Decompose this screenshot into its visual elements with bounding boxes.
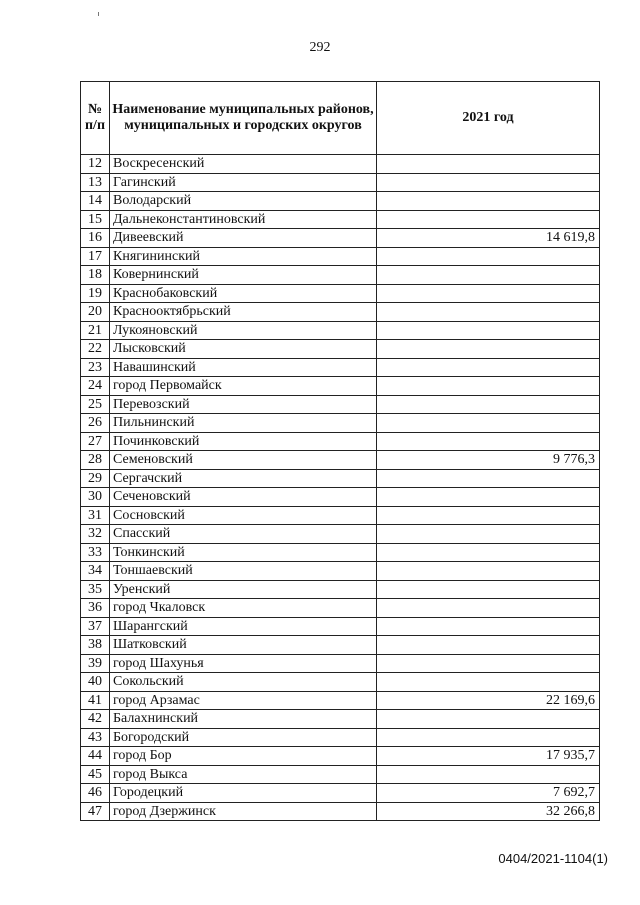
table-row [81, 432, 600, 451]
row-value-cell [377, 395, 600, 414]
row-value-cell [377, 654, 600, 673]
page-number: 292 [309, 40, 331, 55]
row-name-cell: город Шахунья [110, 654, 377, 673]
row-name-cell: город Бор [110, 747, 377, 766]
row-name-cell: Володарский [110, 192, 377, 211]
table-body [81, 155, 600, 821]
row-name-cell: Дивеевский [110, 229, 377, 248]
row-number-cell: 44 [81, 747, 110, 766]
table-row [81, 506, 600, 525]
row-name-cell: Спасский [110, 525, 377, 544]
table-row [81, 155, 600, 174]
table-row [81, 710, 600, 729]
row-name-cell: Перевозский [110, 395, 377, 414]
row-value-cell [377, 340, 600, 359]
table-row [81, 488, 600, 507]
row-value-cell [377, 192, 600, 211]
table-row [81, 562, 600, 581]
row-value-cell [377, 765, 600, 784]
table-row [81, 654, 600, 673]
scan-mark [98, 12, 99, 16]
row-name-cell: Тонкинский [110, 543, 377, 562]
row-number-cell: 31 [81, 506, 110, 525]
table-row [81, 229, 600, 248]
row-value-cell [377, 303, 600, 322]
row-number-cell: 42 [81, 710, 110, 729]
row-number-cell: 43 [81, 728, 110, 747]
table-row [81, 192, 600, 211]
row-number-cell: 24 [81, 377, 110, 396]
row-value-cell: 22 169,6 [377, 691, 600, 710]
table-row [81, 747, 600, 766]
row-number-cell: 39 [81, 654, 110, 673]
row-number-cell: 22 [81, 340, 110, 359]
table-row [81, 266, 600, 285]
row-name-cell: Лукояновский [110, 321, 377, 340]
table-row [81, 451, 600, 470]
row-number-cell: 28 [81, 451, 110, 470]
row-number-cell: 23 [81, 358, 110, 377]
row-value-cell: 9 776,3 [377, 451, 600, 470]
header-year: 2021 год [377, 82, 600, 155]
row-number-cell: 45 [81, 765, 110, 784]
row-number-cell: 17 [81, 247, 110, 266]
row-name-cell: город Выкса [110, 765, 377, 784]
row-value-cell [377, 562, 600, 581]
row-value-cell [377, 210, 600, 229]
row-value-cell [377, 580, 600, 599]
table-row [81, 617, 600, 636]
row-number-cell: 41 [81, 691, 110, 710]
table-row [81, 691, 600, 710]
table-row [81, 340, 600, 359]
row-value-cell [377, 469, 600, 488]
row-number-cell: 33 [81, 543, 110, 562]
row-value-cell [377, 173, 600, 192]
row-number-cell: 34 [81, 562, 110, 581]
row-value-cell [377, 377, 600, 396]
row-name-cell: Уренский [110, 580, 377, 599]
table-row [81, 321, 600, 340]
row-number-cell: 18 [81, 266, 110, 285]
table-row [81, 469, 600, 488]
row-name-cell: Шарангский [110, 617, 377, 636]
table-row [81, 728, 600, 747]
row-name-cell: Сергачский [110, 469, 377, 488]
row-name-cell: Сеченовский [110, 488, 377, 507]
document-code: 0404/2021-1104(1) [498, 851, 608, 866]
row-name-cell: Краснооктябрьский [110, 303, 377, 322]
row-number-cell: 37 [81, 617, 110, 636]
row-value-cell [377, 506, 600, 525]
row-name-cell: Городецкий [110, 784, 377, 803]
row-number-cell: 14 [81, 192, 110, 211]
row-number-cell: 47 [81, 802, 110, 821]
table-row [81, 247, 600, 266]
row-name-cell: Богородский [110, 728, 377, 747]
row-value-cell [377, 636, 600, 655]
row-value-cell [377, 358, 600, 377]
table-row [81, 802, 600, 821]
row-number-cell: 32 [81, 525, 110, 544]
row-number-cell: 13 [81, 173, 110, 192]
row-name-cell: Сосновский [110, 506, 377, 525]
row-value-cell [377, 543, 600, 562]
row-name-cell: Краснобаковский [110, 284, 377, 303]
row-name-cell: Гагинский [110, 173, 377, 192]
table-row [81, 599, 600, 618]
table-row [81, 580, 600, 599]
header-name: Наименование муниципальных районов, муниципальных и городских округов [110, 82, 377, 155]
row-value-cell: 32 266,8 [377, 802, 600, 821]
row-value-cell [377, 525, 600, 544]
table-row [81, 284, 600, 303]
row-number-cell: 19 [81, 284, 110, 303]
row-value-cell [377, 321, 600, 340]
row-value-cell [377, 488, 600, 507]
row-number-cell: 38 [81, 636, 110, 655]
row-number-cell: 46 [81, 784, 110, 803]
row-number-cell: 15 [81, 210, 110, 229]
row-name-cell: Починковский [110, 432, 377, 451]
row-value-cell [377, 710, 600, 729]
table-row [81, 784, 600, 803]
table-row [81, 173, 600, 192]
row-name-cell: Навашинский [110, 358, 377, 377]
row-value-cell [377, 432, 600, 451]
row-number-cell: 16 [81, 229, 110, 248]
row-name-cell: Тоншаевский [110, 562, 377, 581]
row-value-cell [377, 599, 600, 618]
row-number-cell: 12 [81, 155, 110, 174]
row-number-cell: 27 [81, 432, 110, 451]
row-value-cell [377, 414, 600, 433]
row-number-cell: 29 [81, 469, 110, 488]
row-name-cell: Шатковский [110, 636, 377, 655]
table-row [81, 395, 600, 414]
row-value-cell [377, 673, 600, 692]
row-name-cell: город Дзержинск [110, 802, 377, 821]
row-number-cell: 25 [81, 395, 110, 414]
table-row [81, 525, 600, 544]
row-value-cell: 14 619,8 [377, 229, 600, 248]
municipal-table [80, 81, 600, 821]
row-name-cell: Ковернинский [110, 266, 377, 285]
row-number-cell: 30 [81, 488, 110, 507]
row-value-cell [377, 284, 600, 303]
row-name-cell: Пильнинский [110, 414, 377, 433]
row-value-cell [377, 728, 600, 747]
table-row [81, 636, 600, 655]
row-value-cell [377, 247, 600, 266]
row-value-cell [377, 155, 600, 174]
table-row [81, 358, 600, 377]
row-number-cell: 35 [81, 580, 110, 599]
row-number-cell: 26 [81, 414, 110, 433]
row-name-cell: Княгининский [110, 247, 377, 266]
row-name-cell: Лысковский [110, 340, 377, 359]
header-num: № п/п [81, 82, 110, 155]
table-row [81, 414, 600, 433]
table-row [81, 377, 600, 396]
row-name-cell: Семеновский [110, 451, 377, 470]
table-row [81, 765, 600, 784]
row-name-cell: город Арзамас [110, 691, 377, 710]
row-name-cell: Балахнинский [110, 710, 377, 729]
table-row [81, 543, 600, 562]
row-number-cell: 20 [81, 303, 110, 322]
row-name-cell: Воскресенский [110, 155, 377, 174]
row-number-cell: 40 [81, 673, 110, 692]
row-value-cell: 7 692,7 [377, 784, 600, 803]
row-value-cell: 17 935,7 [377, 747, 600, 766]
row-number-cell: 36 [81, 599, 110, 618]
row-name-cell: Сокольский [110, 673, 377, 692]
table-row [81, 673, 600, 692]
table-header-row [81, 82, 600, 155]
row-value-cell [377, 617, 600, 636]
row-name-cell: город Чкаловск [110, 599, 377, 618]
row-value-cell [377, 266, 600, 285]
table-row [81, 210, 600, 229]
row-name-cell: Дальнеконстантиновский [110, 210, 377, 229]
table-row [81, 303, 600, 322]
row-number-cell: 21 [81, 321, 110, 340]
row-name-cell: город Первомайск [110, 377, 377, 396]
